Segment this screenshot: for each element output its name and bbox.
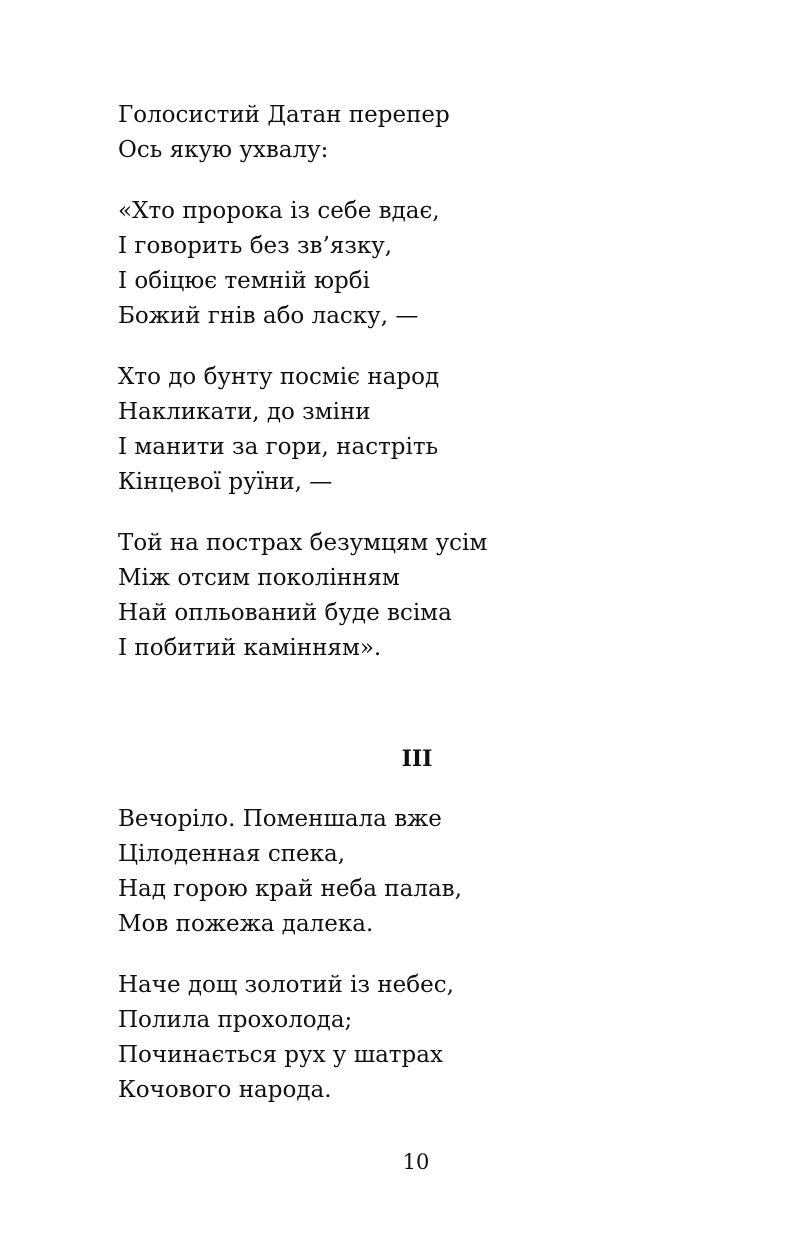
stanza-5 bbox=[118, 802, 462, 942]
verse-line: Над горою край неба палав, bbox=[118, 876, 462, 902]
verse-line: Наче дощ золотий із небес, bbox=[118, 972, 454, 998]
section-heading: III bbox=[401, 746, 433, 772]
stanza-2 bbox=[118, 194, 440, 334]
verse-line: І обіцює темній юрбі bbox=[118, 268, 370, 294]
verse-line: Божий гнів або ласку, — bbox=[118, 303, 419, 329]
verse-line: Цілоденная спека, bbox=[118, 841, 346, 867]
verse-line: Кочового народа. bbox=[118, 1077, 332, 1103]
verse-line: Голосистий Датан перепер bbox=[118, 102, 450, 128]
verse-line: Накликати, до зміни bbox=[118, 399, 371, 425]
stanza-1 bbox=[118, 98, 450, 168]
verse-line: Починається рух у шатрах bbox=[118, 1042, 443, 1068]
verse-line: Вечоріло. Поменшала вже bbox=[118, 806, 442, 832]
verse-line: Най опльований буде всіма bbox=[118, 600, 452, 626]
verse-line: І побитий камінням». bbox=[118, 635, 382, 661]
verse-line: Ось якую ухвалу: bbox=[118, 137, 329, 163]
verse-line: «Хто пророка із себе вдає, bbox=[118, 198, 440, 224]
verse-line: Мов пожежа далека. bbox=[118, 911, 374, 937]
verse-line: Кінцевої руїни, — bbox=[118, 469, 333, 495]
verse-line: Хто до бунту посміє народ bbox=[118, 364, 440, 390]
stanza-3 bbox=[118, 360, 439, 500]
verse-line: І говорить без зв’язку, bbox=[118, 233, 393, 259]
verse-line: І манити за гори, настріть bbox=[118, 434, 439, 460]
stanza-6 bbox=[118, 968, 454, 1108]
verse-line: Той на пострах безумцям усім bbox=[118, 530, 488, 556]
page-number: 10 bbox=[402, 1150, 430, 1174]
verse-line: Полила прохолода; bbox=[118, 1007, 353, 1033]
verse-line: Між отсим поколінням bbox=[118, 565, 400, 591]
stanza-4 bbox=[118, 526, 487, 666]
